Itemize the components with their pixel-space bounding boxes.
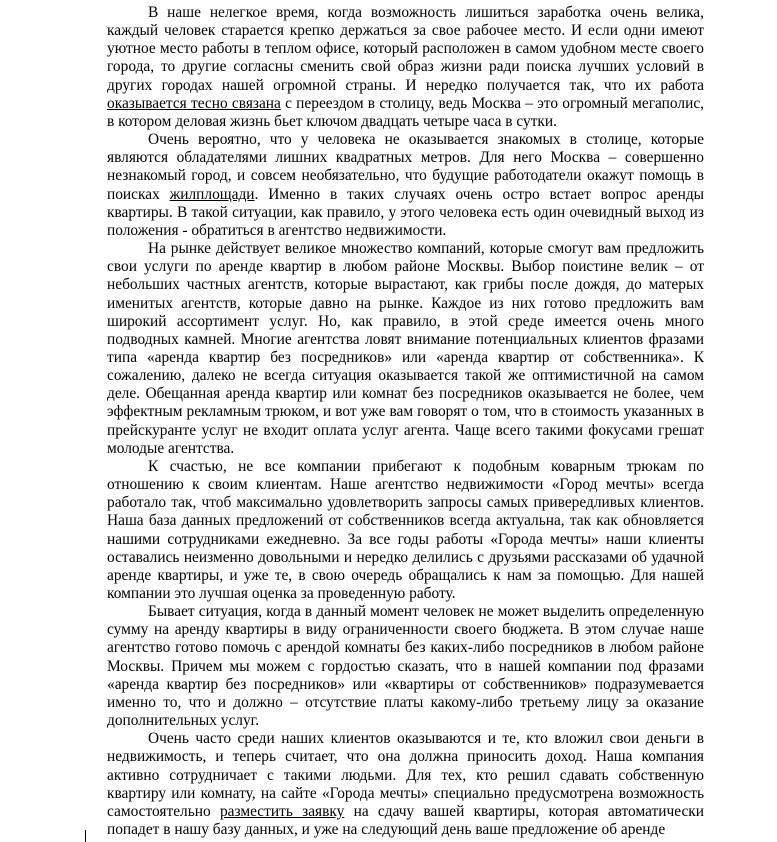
text-run: Бывает ситуация, когда в данный момент человек не может выделить определенную сумму на аренду квартиры в виду ограниченности своего бюджета. В этом случае наше агентство готово помочь с арендой комнаты без каких-либо посредников в любом районе Москвы. Причем мы можем с гордостью сказать, что в нашей компании под фразами «аренда квартир без посредников» или «квартиры от собственников» подразумевается именно то, что и должно – отсутствие платы какому-либо третьему лицу за оказание дополнительных услуг. xyxy=(107,603,704,730)
caret-mark xyxy=(85,830,86,842)
paragraph xyxy=(107,730,704,839)
paragraph xyxy=(107,603,704,730)
underlined-text: оказывается тесно связана xyxy=(107,94,281,112)
text-run: с переездом в столицу, ведь Москва – это огромный мегаполис, в котором деловая жизнь бьет ключом двадцать четыре часа в сутки. xyxy=(107,94,704,130)
text-run: . Именно в таких случаях очень остро встает вопрос аренды квартиры. В такой ситуации, как правило, у этого человека есть один очевидный выход из положения - обратиться в агентство недвижимости. xyxy=(107,185,704,239)
paragraph xyxy=(107,458,704,603)
text-run: на сдачу вашей квартиры, которая автоматически попадет в нашу базу данных, и уже на следующий день ваше предложение об аренде xyxy=(107,802,704,839)
text-run: В наше нелегкое время, когда возможность лишиться заработка очень велика, каждый человек старается крепко держаться за свое рабочее место. И если одни имеют уютное место работы в теплом офисе, который расположен в самом удобном месте своего города, то другие согласны сменить свой образ жизни ради поиска лучших условий в других городах нашей огромной страны. И нередко получается так, что их работа xyxy=(107,4,704,94)
text-run: Очень часто среди наших клиентов оказываются и те, кто вложил свои деньги в недвижимость, и теперь считает, что она должна приносить доход. Наша компания активно сотрудничает с такими людьми. Для тех, кто решил сдавать собственную квартиру или комнату, на сайте «Города мечты» специально предусмотрена возможность самостоятельно xyxy=(107,730,704,820)
underlined-text: жилплощади xyxy=(169,185,255,203)
paragraph xyxy=(107,4,704,131)
text-run: К счастью, не все компании прибегают к подобным коварным трюкам по отношению к своим клиентам. Наше агентство недвижимости «Город мечты» всегда работало так, чтоб максимально удовлетворить запросы самых привередливых клиентов. Наша база данных предложений от собственников всегда актуальна, так как обновляется нашими сотрудниками ежедневно. За все годы работы «Города мечты» наши клиенты оставались неизменно довольными и нередко делились с друзьями рассказами об удачной аренде квартиры, и уже те, в свою очередь обращались к нам за помощью. Для нашей компании это лучшая оценка за проведенную работу. xyxy=(107,457,704,602)
text-run: Очень вероятно, что у человека не оказывается знакомых в столице, которые являются обладателями лишних квадратных метров. Для него Москва – совершенно незнакомый город, и совсем необязательно, что будущие работодатели окажут помощь в поисках xyxy=(107,131,704,203)
paragraph xyxy=(107,131,704,240)
document-body xyxy=(107,4,704,839)
link-text[interactable]: разместить заявку xyxy=(219,802,345,820)
paragraph xyxy=(107,240,704,458)
text-run: На рынке действует великое множество компаний, которые смогут вам предложить свои услуги по аренде квартир в любом районе Москвы. Выбор поистине велик – от небольших частных агентств, которые вырастают, как грибы после дождя, до матерых именитых агентств, которые давно на рынке. Каждое из них готово предложить вам широкий ассортимент услуг. Но, как правило, в этой среде имеется очень много подводных камней. Многие агентства ловят внимание потенциальных клиентов фразами типа «аренда квартир без посредников» или «аренда квартир от собственника». К сожалению, далеко не всегда ситуация оказывается такой же оптимистичной на самом деле. Обещанная аренда квартир или комнат без посредников оказывается не более, чем эффектным рекламным трюком, и вот уже вам говорят о том, что в стоимость указанных в прейскуранте услуг не входит оплата услуг агента. Чаще всего такими фокусами грешат молодые агентства. xyxy=(107,240,704,457)
